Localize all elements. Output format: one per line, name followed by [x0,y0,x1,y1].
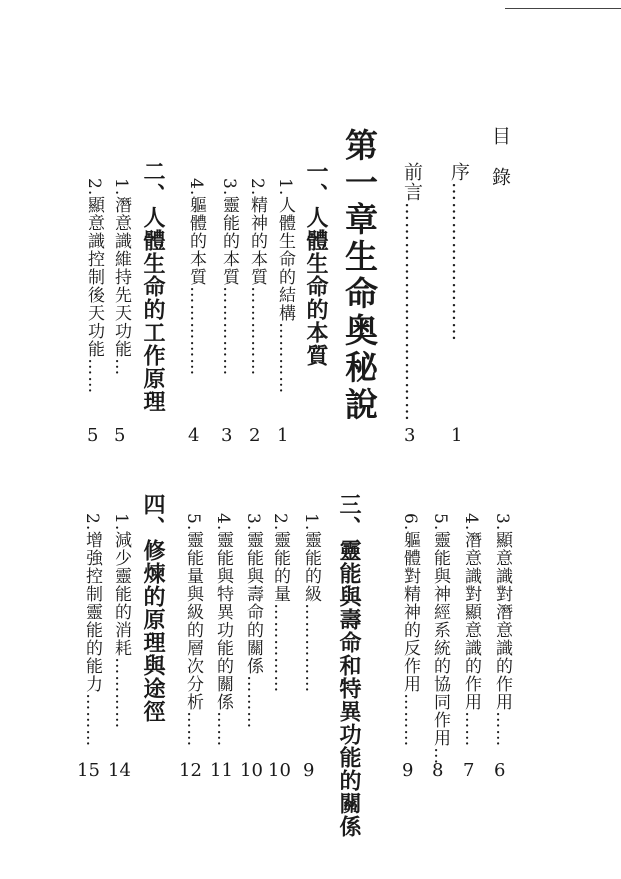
top-rule [505,8,621,9]
toc-page-2-3: 6 [494,760,506,781]
toc-entry-1-3[interactable]: 3.靈能的本質…………… [219,178,239,377]
toc-entry-3-5[interactable]: 5.靈能量與級的層次分析…… [183,513,203,748]
toc-page-3-1: 9 [303,760,315,781]
toc-page-1-2: 2 [249,425,261,446]
toc-page-1-1: 1 [277,425,289,446]
toc-entry-2-6[interactable]: 6.軀體對精神的反作用……… [400,513,420,748]
toc-page-2-6: 9 [402,760,414,781]
toc-page-1-4: 4 [188,425,200,446]
toc-entry-3-4[interactable]: 4.靈能與特異功能的關係…… [213,513,233,748]
toc-heading: 目錄 [489,126,511,208]
section-2-title: 二、人體生命的工作原理 [140,160,166,413]
toc-page-4-1: 14 [108,760,131,781]
toc-entry-3-2[interactable]: 2.靈能的量…………… [270,513,290,694]
toc-entry-3-3[interactable]: 3.靈能與壽命的關係……… [243,513,263,730]
toc-entry-2-5[interactable]: 5.靈能與神經系統的協同作用… [430,513,450,766]
toc-page-3-2: 10 [268,760,291,781]
toc-entry-foreword[interactable]: 前言…………………………… [401,162,423,422]
toc-page-2-1: 5 [114,425,126,446]
toc-entry-1-4[interactable]: 4.軀體的本質…………… [186,178,206,377]
section-3-title: 三、靈能與壽命和特異功能的關係 [336,493,362,838]
toc-page-4-2: 15 [77,760,100,781]
toc-page-2-5: 8 [432,760,444,781]
toc-page-2-2: 5 [87,425,99,446]
toc-entry-4-1[interactable]: 1.減少靈能的消耗………… [111,513,131,730]
toc-page-3-4: 11 [210,760,233,781]
toc-entry-2-2[interactable]: 2.顯意識控制後天功能…… [84,178,104,395]
toc-page-1-3: 3 [221,425,233,446]
toc-entry-2-1[interactable]: 1.潛意識維持先天功能… [111,178,131,377]
toc-page-preface: 1 [451,425,463,446]
section-1-title: 一、人體生命的本質 [303,160,329,367]
toc-entry-4-2[interactable]: 2.增強控制靈能的能力……… [82,513,102,748]
toc-entry-2-3[interactable]: 3.顯意識對潛意識的作用…… [492,513,512,748]
toc-page-2-4: 7 [463,760,475,781]
section-4-title: 四、修煉的原理與途徑 [140,493,166,723]
toc-entry-3-1[interactable]: 1.靈能的級…………… [301,513,321,694]
toc-page-3-5: 12 [179,760,202,781]
toc-entry-2-4[interactable]: 4.潛意識對顯意識的作用…… [461,513,481,748]
chapter-title: 第一章生命奥秘說 [340,128,379,424]
toc-entry-preface[interactable]: 序…………………… [448,162,470,342]
toc-entry-1-1[interactable]: 1.人體生命的結構………… [275,178,295,395]
toc-page-3-3: 10 [240,760,263,781]
toc-entry-1-2[interactable]: 2.精神的本質…………… [247,178,267,377]
toc-page-foreword: 3 [404,425,416,446]
